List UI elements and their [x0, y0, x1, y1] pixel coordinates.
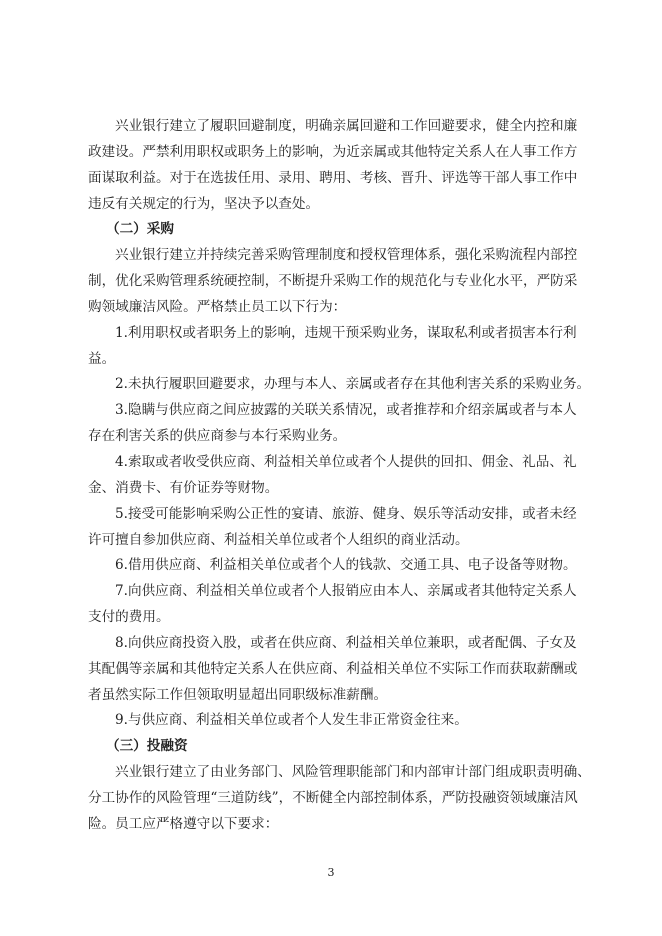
text-line: 1.利用职权或者职务上的影响，违规干预采购业务，谋取私利或者损害本行利	[115, 324, 577, 341]
text-line: 兴业银行建立并持续完善采购管理制度和授权管理体系，强化采购流程内部控	[115, 247, 578, 264]
paragraph	[88, 631, 578, 709]
document-body	[88, 114, 591, 838]
text-line: 存在利害关系的供应商参与本行采购业务。	[88, 428, 347, 445]
paragraph	[88, 321, 577, 373]
text-line: 购领域廉洁风险。严格禁止员工以下行为：	[88, 298, 347, 315]
text-line: 兴业银行建立了由业务部门、风险管理职能部门和内部审计部门组成职责明确、	[115, 764, 591, 781]
paragraph	[88, 450, 577, 502]
paragraph	[88, 243, 578, 321]
text-line: （三）投融资	[106, 738, 188, 755]
text-line: 9.与供应商、利益相关单位或者个人发生非正常资金往来。	[115, 712, 468, 729]
text-line: 7.向供应商、利益相关单位或者个人报销应由本人、亲属或者其他特定关系人	[115, 583, 577, 600]
text-line: 其配偶等亲属和其他特定关系人在供应商、利益相关单位不实际工作而获取薪酬或	[88, 660, 578, 677]
text-line: 许可擅自参加供应商、利益相关单位或者个人组织的商业活动。	[88, 531, 469, 548]
text-line: 8.向供应商投资入股，或者在供应商、利益相关单位兼职，或者配偶、子女及	[115, 634, 577, 651]
paragraph	[88, 579, 577, 631]
text-line: （二）采购	[106, 221, 174, 238]
section-heading	[88, 217, 572, 243]
text-line: 金、消费卡、有价证券等财物。	[88, 479, 279, 496]
paragraph	[88, 114, 578, 217]
paragraph	[88, 553, 577, 579]
text-line: 益。	[88, 350, 116, 367]
text-line: 分工协作的风险管理“三道防线”，不断健全内部控制体系，严防投融资领域廉洁风	[88, 789, 578, 806]
paragraph	[88, 708, 572, 734]
text-line: 2.未执行履职回避要求，办理与本人、亲属或者存在其他利害关系的采购业务。	[115, 376, 591, 393]
text-line: 3.隐瞒与供应商之间应披露的关联关系情况，或者推荐和介绍亲属或者与本人	[115, 402, 577, 419]
paragraph	[88, 398, 577, 450]
paragraph	[88, 372, 591, 398]
page-number: 3	[327, 866, 335, 879]
text-line: 险。员工应严格遵守以下要求：	[88, 815, 279, 832]
text-line: 政建设。严禁利用职权或职务上的影响，为近亲属或其他特定关系人在人事工作方	[88, 143, 578, 160]
text-line: 支付的费用。	[88, 609, 170, 626]
text-line: 兴业银行建立了履职回避制度，明确亲属回避和工作回避要求，健全内控和廉	[115, 118, 578, 134]
text-line: 违反有关规定的行为，坚决予以查处。	[88, 195, 320, 212]
section-heading	[88, 734, 572, 760]
paragraph	[88, 502, 577, 554]
paragraph	[88, 760, 591, 838]
text-line: 6.借用供应商、利益相关单位或者个人的钱款、交通工具、电子设备等财物。	[115, 557, 577, 574]
text-line: 面谋取利益。对于在选拔任用、录用、聘用、考核、晋升、评选等干部人事工作中	[88, 169, 578, 186]
text-line: 4.索取或者收受供应商、利益相关单位或者个人提供的回扣、佣金、礼品、礼	[115, 453, 577, 470]
text-line: 制，优化采购管理系统硬控制，不断提升采购工作的规范化与专业化水平，严防采	[88, 273, 578, 290]
text-line: 5.接受可能影响采购公正性的宴请、旅游、健身、娱乐等活动安排，或者未经	[115, 505, 577, 522]
text-line: 者虽然实际工作但领取明显超出同职级标准薪酬。	[88, 686, 388, 703]
